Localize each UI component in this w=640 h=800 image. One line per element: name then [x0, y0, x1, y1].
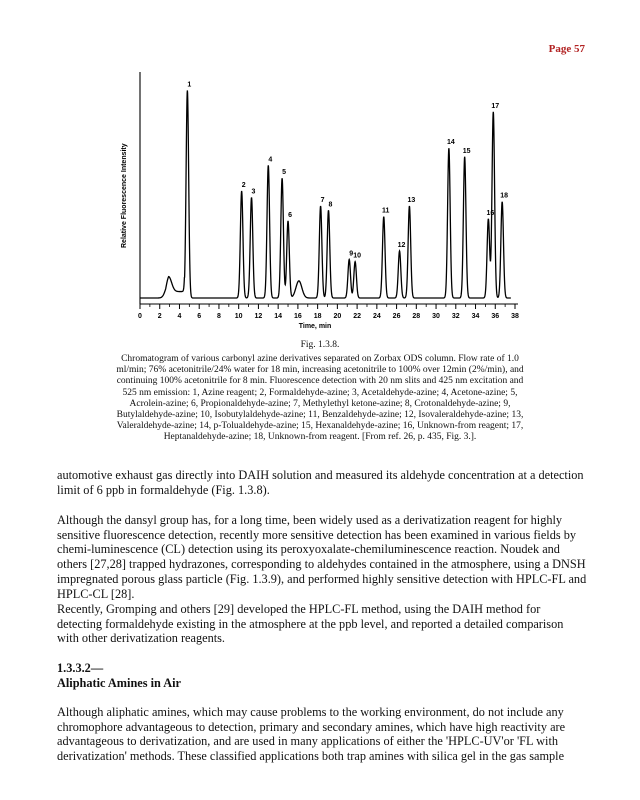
figure-label: Fig. 1.3.8.: [300, 340, 340, 350]
x-tick-label: 24: [372, 313, 381, 320]
peak-label: 8: [328, 201, 333, 209]
x-tick-label: 20: [333, 313, 342, 320]
x-tick-label: 14: [274, 313, 283, 320]
x-tick-label: 30: [432, 313, 440, 320]
x-tick-label: 0: [138, 313, 142, 320]
peak-label: 4: [268, 156, 273, 164]
peak-label: 9: [349, 250, 354, 258]
peak-label: 7: [320, 196, 325, 204]
x-tick-label: 18: [313, 313, 322, 320]
x-tick-label: 12: [254, 313, 263, 320]
paragraph: Although the dansyl group has, for a long time, been widely used as a derivatization reagent for highly sensitive fluorescence detection, recently more sensitive detection has been examined in various fields by chemi-luminescence (CL) detection using its peroxyoxalate-chemiluminescence reaction. Noudek and others [27,28] trapped hydrazones, corresponding to aldehydes contained in the atmosphere, using a DNSH impregnated porous glass particle (Fig. 1.3.9), and performed highly sensitive detection with HPLC-FL and HPLC-CL [28].: [57, 513, 587, 601]
x-tick-label: 10: [234, 313, 243, 320]
paragraph: Recently, Gromping and others [29] developed the HPLC-FL method, using the DAIH method for detecting formaldehyde existing in the atmosphere at the ppb level, and reported a detailed comparison with other derivatization reagents.: [57, 602, 564, 646]
peak-label: 13: [407, 196, 416, 204]
x-tick-label: 38: [511, 313, 519, 320]
peak-label: 15: [462, 147, 471, 155]
peak-label: 17: [491, 102, 500, 110]
peak-label: 3: [251, 188, 256, 196]
x-axis-label: Time, min: [298, 323, 332, 330]
section-title: Aliphatic Amines in Air: [57, 676, 182, 690]
x-tick-label: 4: [177, 313, 182, 320]
x-tick-label: 28: [412, 313, 421, 320]
peak-label: 1: [187, 81, 192, 89]
paragraph: automotive exhaust gas directly into DAIH solution and measured its aldehyde concentration at a detection limit of 6 ppb in formaldehyde (Fig. 1.3.8).: [57, 468, 584, 497]
x-tick-label: 34: [471, 313, 480, 320]
x-tick-label: 32: [451, 313, 460, 320]
chromatogram-chart: [110, 70, 530, 335]
peak-label: 11: [382, 207, 390, 215]
peak-label: 6: [288, 211, 292, 219]
peak-label: 2: [241, 182, 246, 189]
x-tick-label: 2: [157, 313, 162, 320]
peak-label: 14: [446, 139, 455, 147]
x-tick-label: 6: [197, 313, 202, 320]
peak-label: 5: [282, 169, 287, 177]
paragraph: Although aliphatic amines, which may cause problems to the working environment, do not include any chromophore advantageous to detection, primary and secondary amines, which have high reactivity are advantageous to derivatization, and are used in many applications of either the 'HPLC-UV'or 'FL with derivatization' methods. These classified applications both trap amines with silica gel in the gas sample: [57, 705, 566, 764]
section-number: 1.3.3.2—: [57, 661, 104, 675]
peak-label: 12: [397, 241, 406, 249]
x-tick-label: 22: [353, 313, 362, 320]
figure-caption: Chromatogram of various carbonyl azine derivatives separated on Zorbax ODS column. Flow rate of 1.0 ml/min; 76% acetonitrile/24% water for 18 min, increasing acetonitrile to 100% over 12min (2%/min), and continuing 100% acetonitrile for 8 min. Fluorescence detection with 20 nm slits and 425 nm excitation and 525 nm emission: 1, Azine reagent; 2, Formaldehyde-azine; 3, Acetaldehyde-azine; 4, Acetone-azine; 5, Acrolein-azine; 6, Propionaldehyde-azine; 7, Methylethyl ketone-azine; 8, Crotonaldehyde-azine; 9, Butylaldehyde-azine; 10, Isobutylaldehyde-azine; 11, Benzaldehyde-azine; 12, Isovaleraldehyde-azine; 13, Valeraldehyde-azine; 14, p-Tolualdehyde-azine; 15, Hexanaldehyde-azine; 16, Unknown-from reagent; 17, Heptanaldehyde-azine; 18, Unknown-from reagent. [From ref. 26, p. 435, Fig. 3.].: [116, 354, 524, 443]
page-number: Page 57: [548, 43, 585, 55]
peak-label: 10: [353, 252, 362, 260]
x-tick-label: 36: [491, 313, 500, 320]
x-tick-label: 16: [293, 313, 302, 320]
peak-label: 18: [500, 192, 509, 200]
y-axis-label: Relative Fluorescence Intensity: [121, 143, 128, 248]
peak-label: 16: [486, 209, 495, 217]
chromatogram-trace: [140, 90, 511, 298]
x-tick-label: 26: [392, 313, 401, 320]
x-tick-label: 8: [216, 313, 221, 320]
